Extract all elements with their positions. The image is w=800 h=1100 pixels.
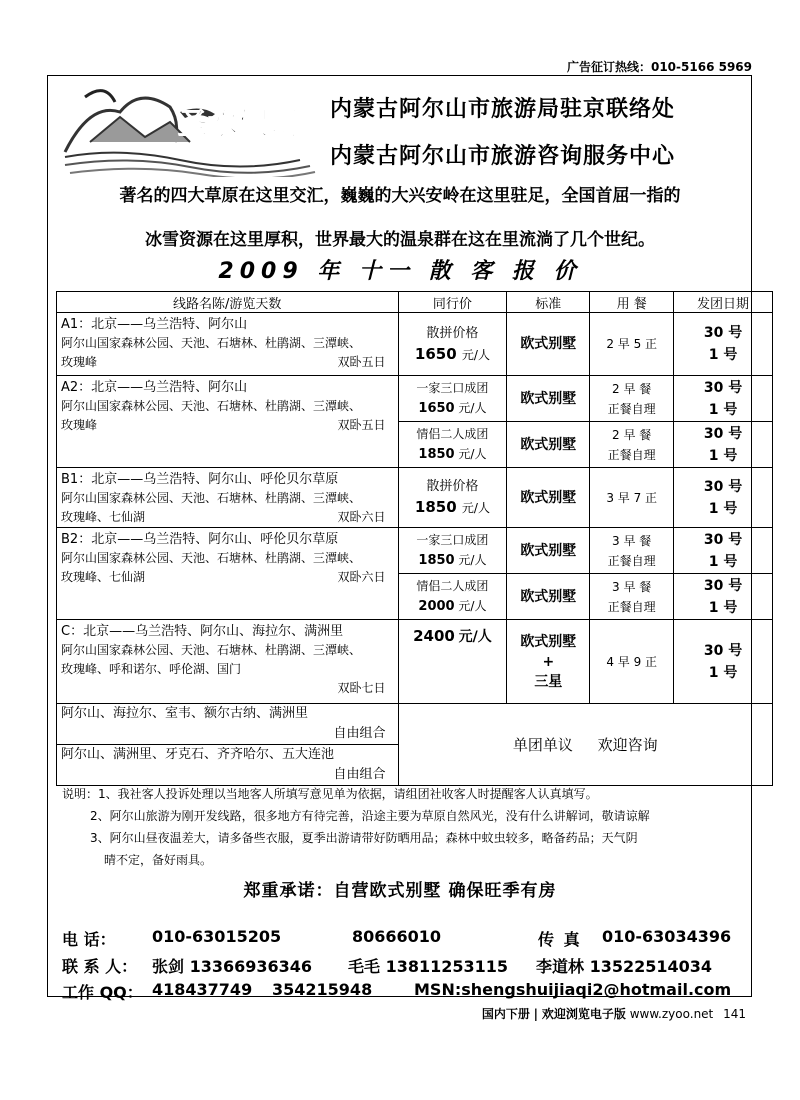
price-label: 一家三口成团 — [416, 533, 489, 547]
route-days: 双卧六日 — [337, 570, 386, 584]
price-cell — [398, 376, 507, 422]
price-unit: 元/人 — [458, 401, 487, 415]
col-header-price: 同行价 — [398, 292, 507, 313]
logo-text: 圣水假期 — [178, 107, 298, 142]
date-cell: 30 号 1 号 — [674, 376, 773, 422]
price-value: 1850 — [418, 447, 455, 462]
price-unit: 元/人 — [461, 347, 490, 362]
shengshui-logo — [60, 82, 322, 177]
notes-prefix: 说明： — [62, 787, 99, 801]
table-row — [57, 376, 773, 422]
price-value: 1850 — [414, 498, 457, 516]
standard-cell: 欧式别墅 — [507, 376, 590, 422]
price-title: 2009 年 十一 散 客 报 价 — [218, 259, 582, 284]
col-header-date: 发团日期 — [674, 292, 773, 313]
route-cell-a2 — [57, 376, 399, 468]
meals-cell: 3 早 餐 正餐自理 — [590, 528, 674, 574]
price-cell — [398, 620, 507, 704]
route-title: A2：北京——乌兰浩特、阿尔山 — [61, 380, 248, 395]
price-unit: 元/人 — [458, 629, 492, 645]
standard-cell: 欧式别墅 — [507, 313, 590, 376]
route-cell-b2 — [57, 528, 399, 620]
col-header-meals: 用 餐 — [590, 292, 674, 313]
table-row — [57, 620, 773, 704]
page-footer — [482, 1005, 746, 1022]
person-1: 张剑 13366936346 — [152, 957, 313, 976]
col-header-route: 线路名陈/游览天数 — [57, 292, 399, 313]
price-label: 一家三口成团 — [416, 381, 489, 395]
route-title: C：北京——乌兰浩特、阿尔山、海拉尔、满洲里 — [61, 624, 344, 639]
route-spots: 阿尔山国家森林公园、天池、石塘林、杜鹃湖、三潭峡、 — [61, 551, 362, 565]
price-label: 情侣二人成团 — [416, 579, 489, 593]
price-label: 情侣二人成团 — [416, 427, 489, 441]
route-spots-2: 玫瑰峰、呼和诺尔、呼伦湖、国门 — [61, 662, 242, 676]
note-2: 2、阿尔山旅游为刚开发线路，很多地方有待完善，沿途主要为草原自然风光，没有什么讲解词，敬请谅解 — [90, 809, 650, 823]
meals-cell: 2 早 餐 正餐自理 — [590, 422, 674, 468]
person-2: 毛毛 13811253115 — [348, 957, 509, 976]
price-value: 1850 — [418, 553, 455, 568]
meals-cell: 4 早 9 正 — [590, 620, 674, 704]
qq-1: 418437749 — [152, 980, 253, 999]
date-cell: 30 号 1 号 — [674, 574, 773, 620]
route-spots: 阿尔山国家森林公园、天池、石塘林、杜鹃湖、三潭峡、 — [61, 643, 362, 657]
price-label: 散拼价格 — [426, 479, 479, 494]
route-spots-2: 玫瑰峰、七仙湖 — [61, 510, 146, 524]
date-cell: 30 号 1 号 — [674, 528, 773, 574]
meals-cell: 3 早 7 正 — [590, 468, 674, 528]
price-cell — [398, 468, 507, 528]
route-spots-2: 玫瑰峰 — [61, 355, 98, 369]
org-name-2: 内蒙古阿尔山市旅游咨询服务中心 — [330, 144, 676, 169]
ad-hotline: 广告征订热线：010-5166 5969 — [566, 60, 752, 74]
free-combo-1: 阿尔山、海拉尔、室韦、额尔古纳、满洲里 自由组合 — [57, 704, 399, 745]
tel-label: 电 话： — [62, 930, 116, 949]
person-3: 李道林 13522514034 — [536, 957, 713, 976]
route-cell-a1 — [57, 313, 399, 376]
org-name-1: 内蒙古阿尔山市旅游局驻京联络处 — [330, 97, 676, 122]
price-value: 1650 — [414, 344, 457, 363]
fax-number: 010-63034396 — [602, 927, 732, 946]
standard-cell: 欧式别墅 — [507, 528, 590, 574]
qq-2: 354215948 — [272, 980, 373, 999]
free-combo-2: 阿尔山、满洲里、牙克石、齐齐哈尔、五大连池 自由组合 — [57, 745, 399, 786]
note-3-cont: 晴不定，备好雨具。 — [104, 853, 213, 867]
price-unit: 元/人 — [458, 553, 487, 567]
route-cell-b1 — [57, 468, 399, 528]
footer-tagline: 欢迎浏览电子版 — [541, 1007, 626, 1021]
table-row — [57, 468, 773, 528]
person-label: 联 系 人： — [62, 957, 138, 976]
date-cell: 30 号 1 号 — [674, 422, 773, 468]
date-cell: 30 号 1 号 — [674, 620, 773, 704]
inquiry-cell: 单团单议 欢迎咨询 — [398, 704, 773, 786]
tel-1: 010-63015205 — [152, 927, 282, 946]
tour-price-table — [56, 291, 773, 786]
col-header-standard: 标准 — [507, 292, 590, 313]
notes-section — [62, 783, 744, 871]
date-cell: 30 号 1 号 — [674, 313, 773, 376]
promise-line: 郑重承诺：自营欧式别墅 确保旺季有房 — [243, 881, 557, 901]
meals-cell: 2 早 5 正 — [590, 313, 674, 376]
footer-section: 国内下册 — [481, 1007, 530, 1021]
note-1: 1、我社客人投诉处理以当地客人所填写意见单为依据，请组团社收客人时提醒客人认真填写。 — [98, 787, 598, 801]
price-cell — [398, 574, 507, 620]
price-value: 2000 — [418, 599, 455, 614]
standard-cell: 欧式别墅 + 三星 — [507, 620, 590, 704]
route-title: B1：北京——乌兰浩特、阿尔山、呼伦贝尔草原 — [61, 472, 339, 487]
tel-2: 80666010 — [352, 927, 442, 946]
route-days: 双卧五日 — [337, 355, 386, 369]
price-value: 1650 — [418, 401, 455, 416]
intro-line-2: 冰雪资源在这里厚积，世界最大的温泉群在这在里流淌了几个世纪。 — [145, 230, 655, 250]
price-unit: 元/人 — [458, 599, 487, 613]
standard-cell: 欧式别墅 — [507, 574, 590, 620]
price-cell — [398, 422, 507, 468]
price-label: 散拼价格 — [426, 325, 479, 341]
price-unit: 元/人 — [458, 447, 487, 461]
route-days: 双卧六日 — [337, 510, 386, 524]
fax-label: 传 真 — [538, 930, 582, 949]
date-cell: 30 号 1 号 — [674, 468, 773, 528]
route-days: 双卧五日 — [337, 418, 386, 432]
route-spots-2: 玫瑰峰 — [61, 418, 98, 432]
standard-cell: 欧式别墅 — [507, 422, 590, 468]
route-spots: 阿尔山国家森林公园、天池、石塘林、杜鹃湖、三潭峡、 — [61, 336, 362, 350]
meals-cell: 2 早 餐 正餐自理 — [590, 376, 674, 422]
route-spots-2: 玫瑰峰、七仙湖 — [61, 570, 146, 584]
qq-label: 工作 QQ： — [62, 983, 143, 1002]
table-row — [57, 528, 773, 574]
route-spots: 阿尔山国家森林公园、天池、石塘林、杜鹃湖、三潭峡、 — [61, 399, 362, 413]
route-title: B2：北京——乌兰浩特、阿尔山、呼伦贝尔草原 — [61, 532, 339, 547]
footer-separator: | — [533, 1007, 539, 1021]
price-cell — [398, 528, 507, 574]
note-3: 3、阿尔山昼夜温差大，请多备些衣服，夏季出游请带好防晒用品；森林中蚊虫较多，略备药品；天气阴 — [90, 831, 638, 845]
table-row — [57, 704, 773, 745]
price-cell — [398, 313, 507, 376]
intro-line-1: 著名的四大草原在这里交汇，巍巍的大兴安岭在这里驻足，全国首屈一指的 — [119, 186, 681, 206]
route-spots: 阿尔山国家森林公园、天池、石塘林、杜鹃湖、三潭峡、 — [61, 491, 362, 505]
meals-cell: 3 早 餐 正餐自理 — [590, 574, 674, 620]
route-cell-c — [57, 620, 399, 704]
table-row — [57, 313, 773, 376]
table-header-row — [57, 292, 773, 313]
price-unit: 元/人 — [461, 501, 490, 515]
standard-cell: 欧式别墅 — [507, 468, 590, 528]
msn: MSN:shengshuijiaqi2@hotmail.com — [414, 980, 732, 999]
price-value: 2400 — [413, 627, 455, 645]
page-number: 141 — [723, 1007, 746, 1021]
route-days: 双卧七日 — [337, 681, 386, 695]
footer-site: www.zyoo.net — [629, 1007, 714, 1021]
route-title: A1：北京——乌兰浩特、阿尔山 — [61, 317, 248, 332]
